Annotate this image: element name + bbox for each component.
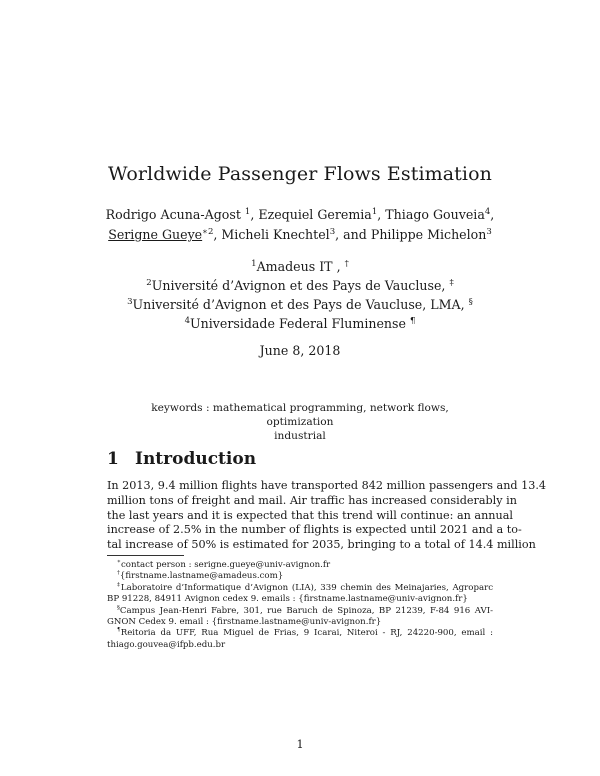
author-separator: , and	[335, 227, 371, 242]
author-affiliation-mark: 3	[329, 226, 336, 237]
author-name: Micheli Knechtel	[221, 227, 330, 242]
section-heading	[107, 449, 256, 469]
footnote-line	[107, 571, 493, 582]
footnote-line: thiago.gouvea@ifpb.edu.br	[107, 639, 226, 650]
section-number: 1	[107, 449, 119, 469]
keywords-block	[150, 401, 450, 443]
affiliation-item	[0, 295, 600, 314]
affiliation-footnote-mark: ¶	[409, 315, 416, 326]
author-separator: ,	[213, 227, 222, 242]
paragraph-line: million tons of freight and mail. Air traffic has increased considerably in	[107, 493, 517, 507]
footnotes	[107, 560, 493, 651]
publication-date: June 8, 2018	[259, 343, 341, 358]
footnote	[107, 628, 493, 651]
footnote-mark: †	[117, 570, 120, 577]
footnote	[107, 606, 493, 629]
author-name-underlined: Serigne Gueye	[108, 227, 203, 242]
author-affiliation-mark: 1	[371, 206, 378, 217]
footnote	[107, 583, 493, 606]
author-separator: ,	[250, 207, 259, 222]
author-line-1	[0, 205, 600, 225]
footnote-line: BP 91228, 84911 Avignon cedex 9. emails : {firstname.lastname@univ-avignon.fr}	[107, 594, 468, 605]
author-affiliation-mark: ∗2	[202, 226, 214, 237]
author-name: Ezequiel Geremia	[258, 207, 372, 222]
footnote-mark: ∗	[117, 559, 121, 566]
author-name: Rodrigo Acuna-Agost	[105, 207, 241, 222]
affiliation-number: 1	[251, 258, 257, 269]
author-name: Philippe Michelon	[370, 227, 487, 242]
footnote-text: {firstname.lastname@amadeus.com}	[119, 571, 284, 582]
intro-paragraph	[107, 479, 547, 553]
author-affiliation-mark: 3	[486, 226, 492, 237]
affiliation-footnote-mark: §	[468, 296, 473, 307]
affiliation-text: Université d’Avignon et des Pays de Vaucluse,	[151, 278, 450, 293]
footnote-line	[107, 606, 493, 617]
affiliation-number: 2	[146, 277, 152, 288]
footnote	[107, 560, 493, 571]
footnote-line	[107, 628, 493, 639]
affiliation-list	[0, 257, 600, 333]
footnote-line	[107, 560, 493, 571]
affiliation-number: 3	[127, 296, 133, 307]
footnote-text: Laboratoire d’Informatique d’Avignon (LIA), 339 chemin des Meinajaries, Agroparc	[120, 582, 494, 593]
footnote-divider	[107, 555, 184, 556]
author-separator: ,	[377, 207, 386, 222]
author-affiliation-mark: 1	[244, 206, 251, 217]
paragraph-line: increase of 2.5% in the number of flights is expected until 2021 and a to-	[107, 523, 522, 537]
affiliation-footnote-mark: †	[344, 258, 349, 269]
footnote	[107, 571, 493, 582]
affiliation-text: Amadeus IT ,	[256, 259, 345, 274]
footnote-text: Campus Jean-Henri Fabre, 301, rue Baruch de Spinoza, BP 21239, F-84 916 AVI-	[119, 605, 493, 616]
affiliation-item	[0, 276, 600, 295]
footnote-text: Reitoria da UFF, Rua Miguel de Frias, 9 Icarai, Niteroi - RJ, 24220-900, email :	[120, 628, 493, 639]
keywords-line: keywords : mathematical programming, network flows, optimization	[151, 402, 449, 428]
author-line-2	[0, 225, 600, 245]
affiliation-item	[0, 314, 600, 333]
affiliation-item	[0, 257, 600, 276]
affiliation-number: 4	[184, 315, 191, 326]
paragraph-line: the last years and it is expected that this trend will continue: an annual	[107, 508, 513, 522]
author-separator: ,	[490, 207, 495, 222]
paragraph-line: tal increase of 50% is estimated for 2035, bringing to a total of 14.4 million	[107, 538, 536, 552]
footnote-mark: §	[117, 604, 120, 611]
section-title: Introduction	[135, 449, 257, 469]
footnote-mark: ‡	[117, 581, 121, 588]
author-affiliation-mark: 4	[484, 206, 491, 217]
affiliation-text: Universidade Federal Fluminense	[190, 316, 410, 331]
page-number: 1	[296, 738, 304, 751]
paragraph-line: In 2013, 9.4 million flights have transported 842 million passengers and 13.4	[107, 479, 547, 492]
author-list	[0, 205, 600, 245]
footnote-line: GNON Cedex 9. email : {firstname.lastname@univ-avignon.fr}	[107, 617, 382, 628]
keywords-line: industrial	[274, 430, 326, 442]
affiliation-text: Université d’Avignon et des Pays de Vaucluse, LMA,	[132, 297, 469, 312]
footnote-mark: ¶	[117, 627, 121, 634]
affiliation-footnote-mark: ‡	[449, 277, 454, 288]
footnote-line	[107, 583, 493, 594]
author-name: Thiago Gouveia	[385, 207, 485, 222]
footnote-text: contact person : serigne.gueye@univ-avignon.fr	[120, 560, 331, 570]
paper-title: Worldwide Passenger Flows Estimation	[108, 163, 492, 185]
